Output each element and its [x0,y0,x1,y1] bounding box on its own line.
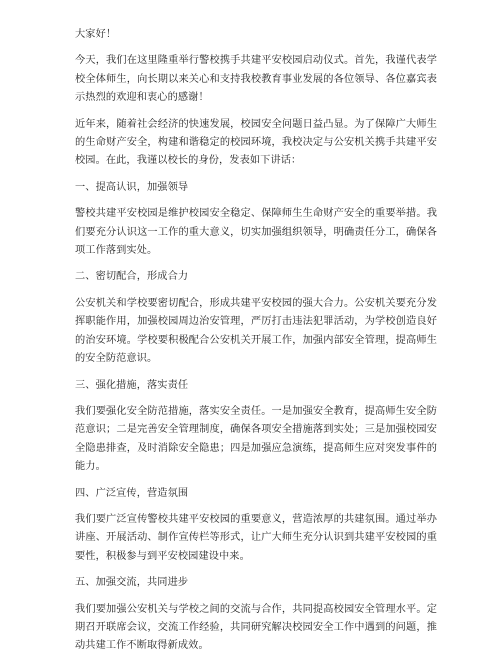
speech-document [75,26,437,664]
intro-paragraph: 今天，我们在这里隆重举行警校携手共建平安校园启动仪式。首先，我谨代表学校全体师生，向长期以来关心和支持我校教育事业发展的各位领导、各位嘉宾表示热烈的欢迎和衷心的感谢！ [75,55,437,104]
section-heading-1: 一、提高认识，加强领导 [75,181,189,193]
section-body-2: 公安机关和学校要密切配合，形成共建平安校园的强大合力。公安机关要充分发挥职能作用，加强校园周边治安管理，严厉打击违法犯罪活动，为学校创造良好的治安环境。学校要积极配合公安机关开展工作，加强内部安全管理，提高师生的安全防范意识。 [75,297,437,365]
background-paragraph: 近年来，随着社会经济的快速发展，校园安全问题日益凸显。为了保障广大师生的生命财产安全，构建和谐稳定的校园环境，我校决定与公安机关携手共建平安校园。在此，我谨以校长的身份，发表如下讲话： [75,118,437,167]
section-heading-5: 五、加强交流，共同进步 [75,577,189,589]
section-heading-4: 四、广泛宣传，营造氛围 [75,487,189,499]
section-body-5: 我们要加强公安机关与学校之间的交流与合作，共同提高校园安全管理水平。定期召开联席会议，交流工作经验，共同研究解决校园安全工作中遇到的问题，推动共建工作不断取得新成效。 [75,603,437,652]
section-heading-2: 二、密切配合，形成合力 [75,271,189,283]
section-heading-3: 三、强化措施，落实责任 [75,379,189,391]
section-body-3: 我们要强化安全防范措施，落实安全责任。一是加强安全教育，提高师生安全防范意识；二是完善安全管理制度，确保各项安全措施落到实处；三是加强校园安全隐患排查，及时消除安全隐患；四是加强应急演练，提高师生应对突发事件的能力。 [75,405,437,473]
section-body-1: 警校共建平安校园是维护校园安全稳定、保障师生生命财产安全的重要举措。我们要充分认识这一工作的重大意义，切实加强组织领导，明确责任分工，确保各项工作落到实处。 [75,208,437,257]
greeting: 大家好！ [75,29,117,40]
section-body-4: 我们要广泛宣传警校共建平安校园的重要意义，营造浓厚的共建氛围。通过举办讲座、开展活动、制作宣传栏等形式，让广大师生充分认识到共建平安校园的重要性，积极参与到平安校园建设中来。 [75,513,437,562]
